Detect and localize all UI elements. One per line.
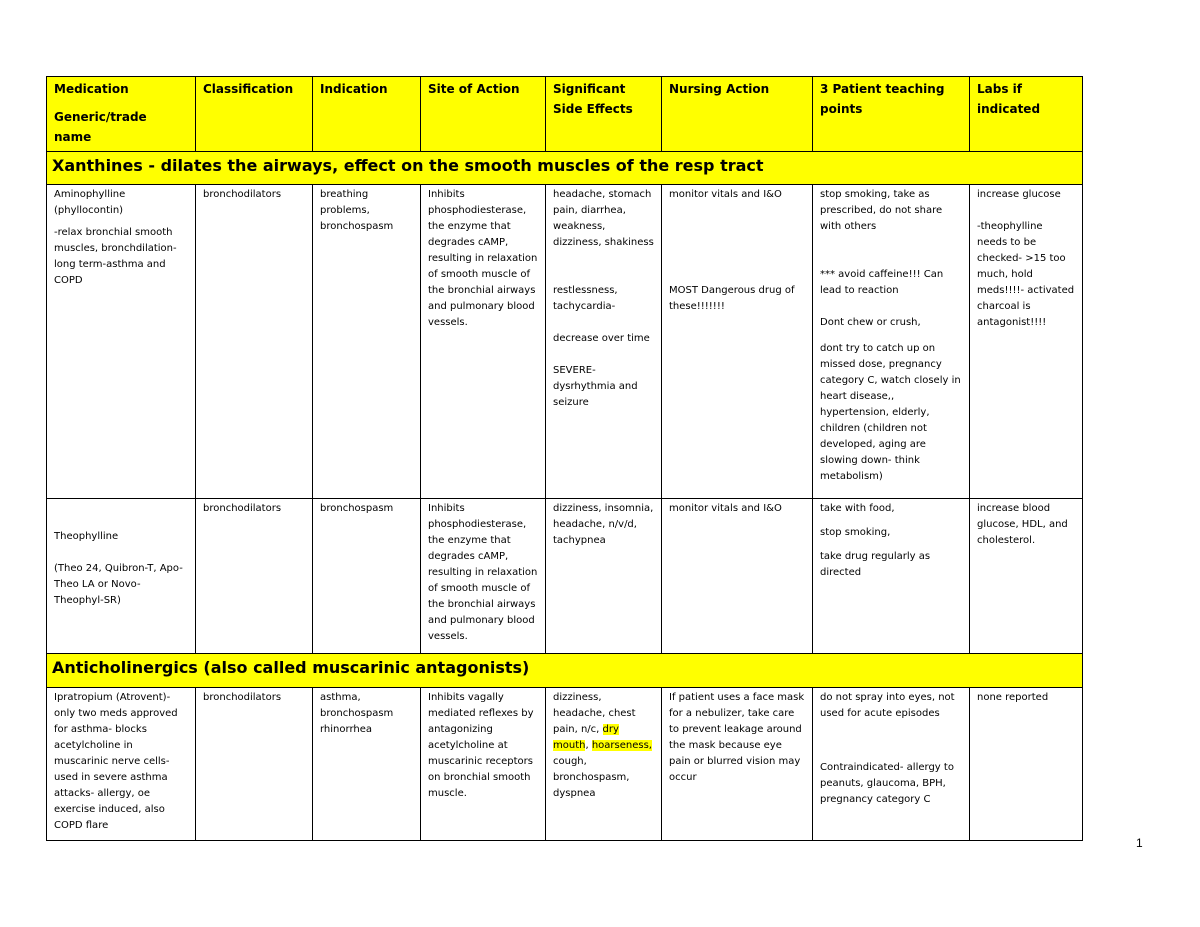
header-site-of-action: Site of Action <box>421 77 546 152</box>
header-labs: Labs if indicated <box>970 77 1083 152</box>
cell-classification: bronchodilators <box>196 499 313 654</box>
header-classification: Classification <box>196 77 313 152</box>
section-xanthines-row <box>47 152 1083 185</box>
cell-teaching-points: stop smoking, take as prescribed, do not share with others *** avoid caffeine!!! Can lead to reaction Dont chew or crush, dont try to catch up on missed dose, pregnancy category C, watch closely in heart disease,, hypertension, elderly, children (children not developed, aging are slowing down- think metabolism) <box>813 185 970 499</box>
cell-side-effects: dizziness, insomnia, headache, n/v/d, tachypnea <box>546 499 662 654</box>
header-side-effects: Significant Side Effects <box>546 77 662 152</box>
medication-table <box>46 76 1083 841</box>
cell-teaching-points: take with food, stop smoking, take drug regularly as directed <box>813 499 970 654</box>
header-indication: Indication <box>313 77 421 152</box>
section-anticholinergics-row <box>47 654 1083 688</box>
header-teaching-points: 3 Patient teaching points <box>813 77 970 152</box>
header-medication: Medication Generic/trade name <box>47 77 196 152</box>
section-anticholinergics-title: Anticholinergics (also called muscarinic antagonists) <box>47 654 1083 688</box>
cell-medication: Ipratropium (Atrovent)- only two meds approved for asthma- blocks acetylcholine in muscarinic nerve cells- used in severe asthma attacks- allergy, oe exercise induced, also COPD flare <box>47 688 196 841</box>
header-nursing-action: Nursing Action <box>662 77 813 152</box>
cell-site-of-action: Inhibits phosphodiesterase, the enzyme that degrades cAMP, resulting in relaxation of smooth muscle of the bronchial airways and pulmonary blood vessels. <box>421 185 546 499</box>
cell-medication: Theophylline (Theo 24, Quibron-T, Apo-Theo LA or Novo-Theophyl-SR) <box>47 499 196 654</box>
highlight-hoarseness: hoarseness, <box>591 740 652 751</box>
row-aminophylline <box>47 185 1083 499</box>
cell-indication: asthma, bronchospasm rhinorrhea <box>313 688 421 841</box>
cell-labs: none reported <box>970 688 1083 841</box>
header-row <box>47 77 1083 152</box>
cell-medication: Aminophylline (phyllocontin) -relax bronchial smooth muscles, bronchdilation- long term-asthma and COPD <box>47 185 196 499</box>
cell-nursing-action: monitor vitals and I&O <box>662 499 813 654</box>
cell-side-effects: dizziness, headache, chest pain, n/c, dry mouth, hoarseness, cough, bronchospasm, dyspnea <box>546 688 662 841</box>
page-number: 1 <box>1136 836 1143 850</box>
cell-teaching-points: do not spray into eyes, not used for acute episodes Contraindicated- allergy to peanuts, glaucoma, BPH, pregnancy category C <box>813 688 970 841</box>
row-theophylline <box>47 499 1083 654</box>
cell-indication: bronchospasm <box>313 499 421 654</box>
cell-side-effects: headache, stomach pain, diarrhea, weakness, dizziness, shakiness restlessness, tachycardia- decrease over time SEVERE- dysrhythmia and seizure <box>546 185 662 499</box>
cell-nursing-action: If patient uses a face mask for a nebulizer, take care to prevent leakage around the mask because eye pain or blurred vision may occur <box>662 688 813 841</box>
cell-labs: increase blood glucose, HDL, and cholesterol. <box>970 499 1083 654</box>
cell-labs: increase glucose -theophylline needs to be checked- >15 too much, hold meds!!!!- activated charcoal is antagonist!!!! <box>970 185 1083 499</box>
cell-site-of-action: Inhibits phosphodiesterase, the enzyme that degrades cAMP, resulting in relaxation of smooth muscle of the bronchial airways and pulmonary blood vessels. <box>421 499 546 654</box>
highlight-dry-mouth: dry mouth <box>553 724 619 751</box>
cell-classification: bronchodilators <box>196 688 313 841</box>
cell-indication: breathing problems, bronchospasm <box>313 185 421 499</box>
cell-site-of-action: Inhibits vagally mediated reflexes by antagonizing acetylcholine at muscarinic receptors on bronchial smooth muscle. <box>421 688 546 841</box>
cell-nursing-action: monitor vitals and I&O MOST Dangerous drug of these!!!!!!! <box>662 185 813 499</box>
cell-classification: bronchodilators <box>196 185 313 499</box>
row-ipratropium <box>47 688 1083 841</box>
section-xanthines-title: Xanthines - dilates the airways, effect on the smooth muscles of the resp tract <box>47 152 1083 185</box>
